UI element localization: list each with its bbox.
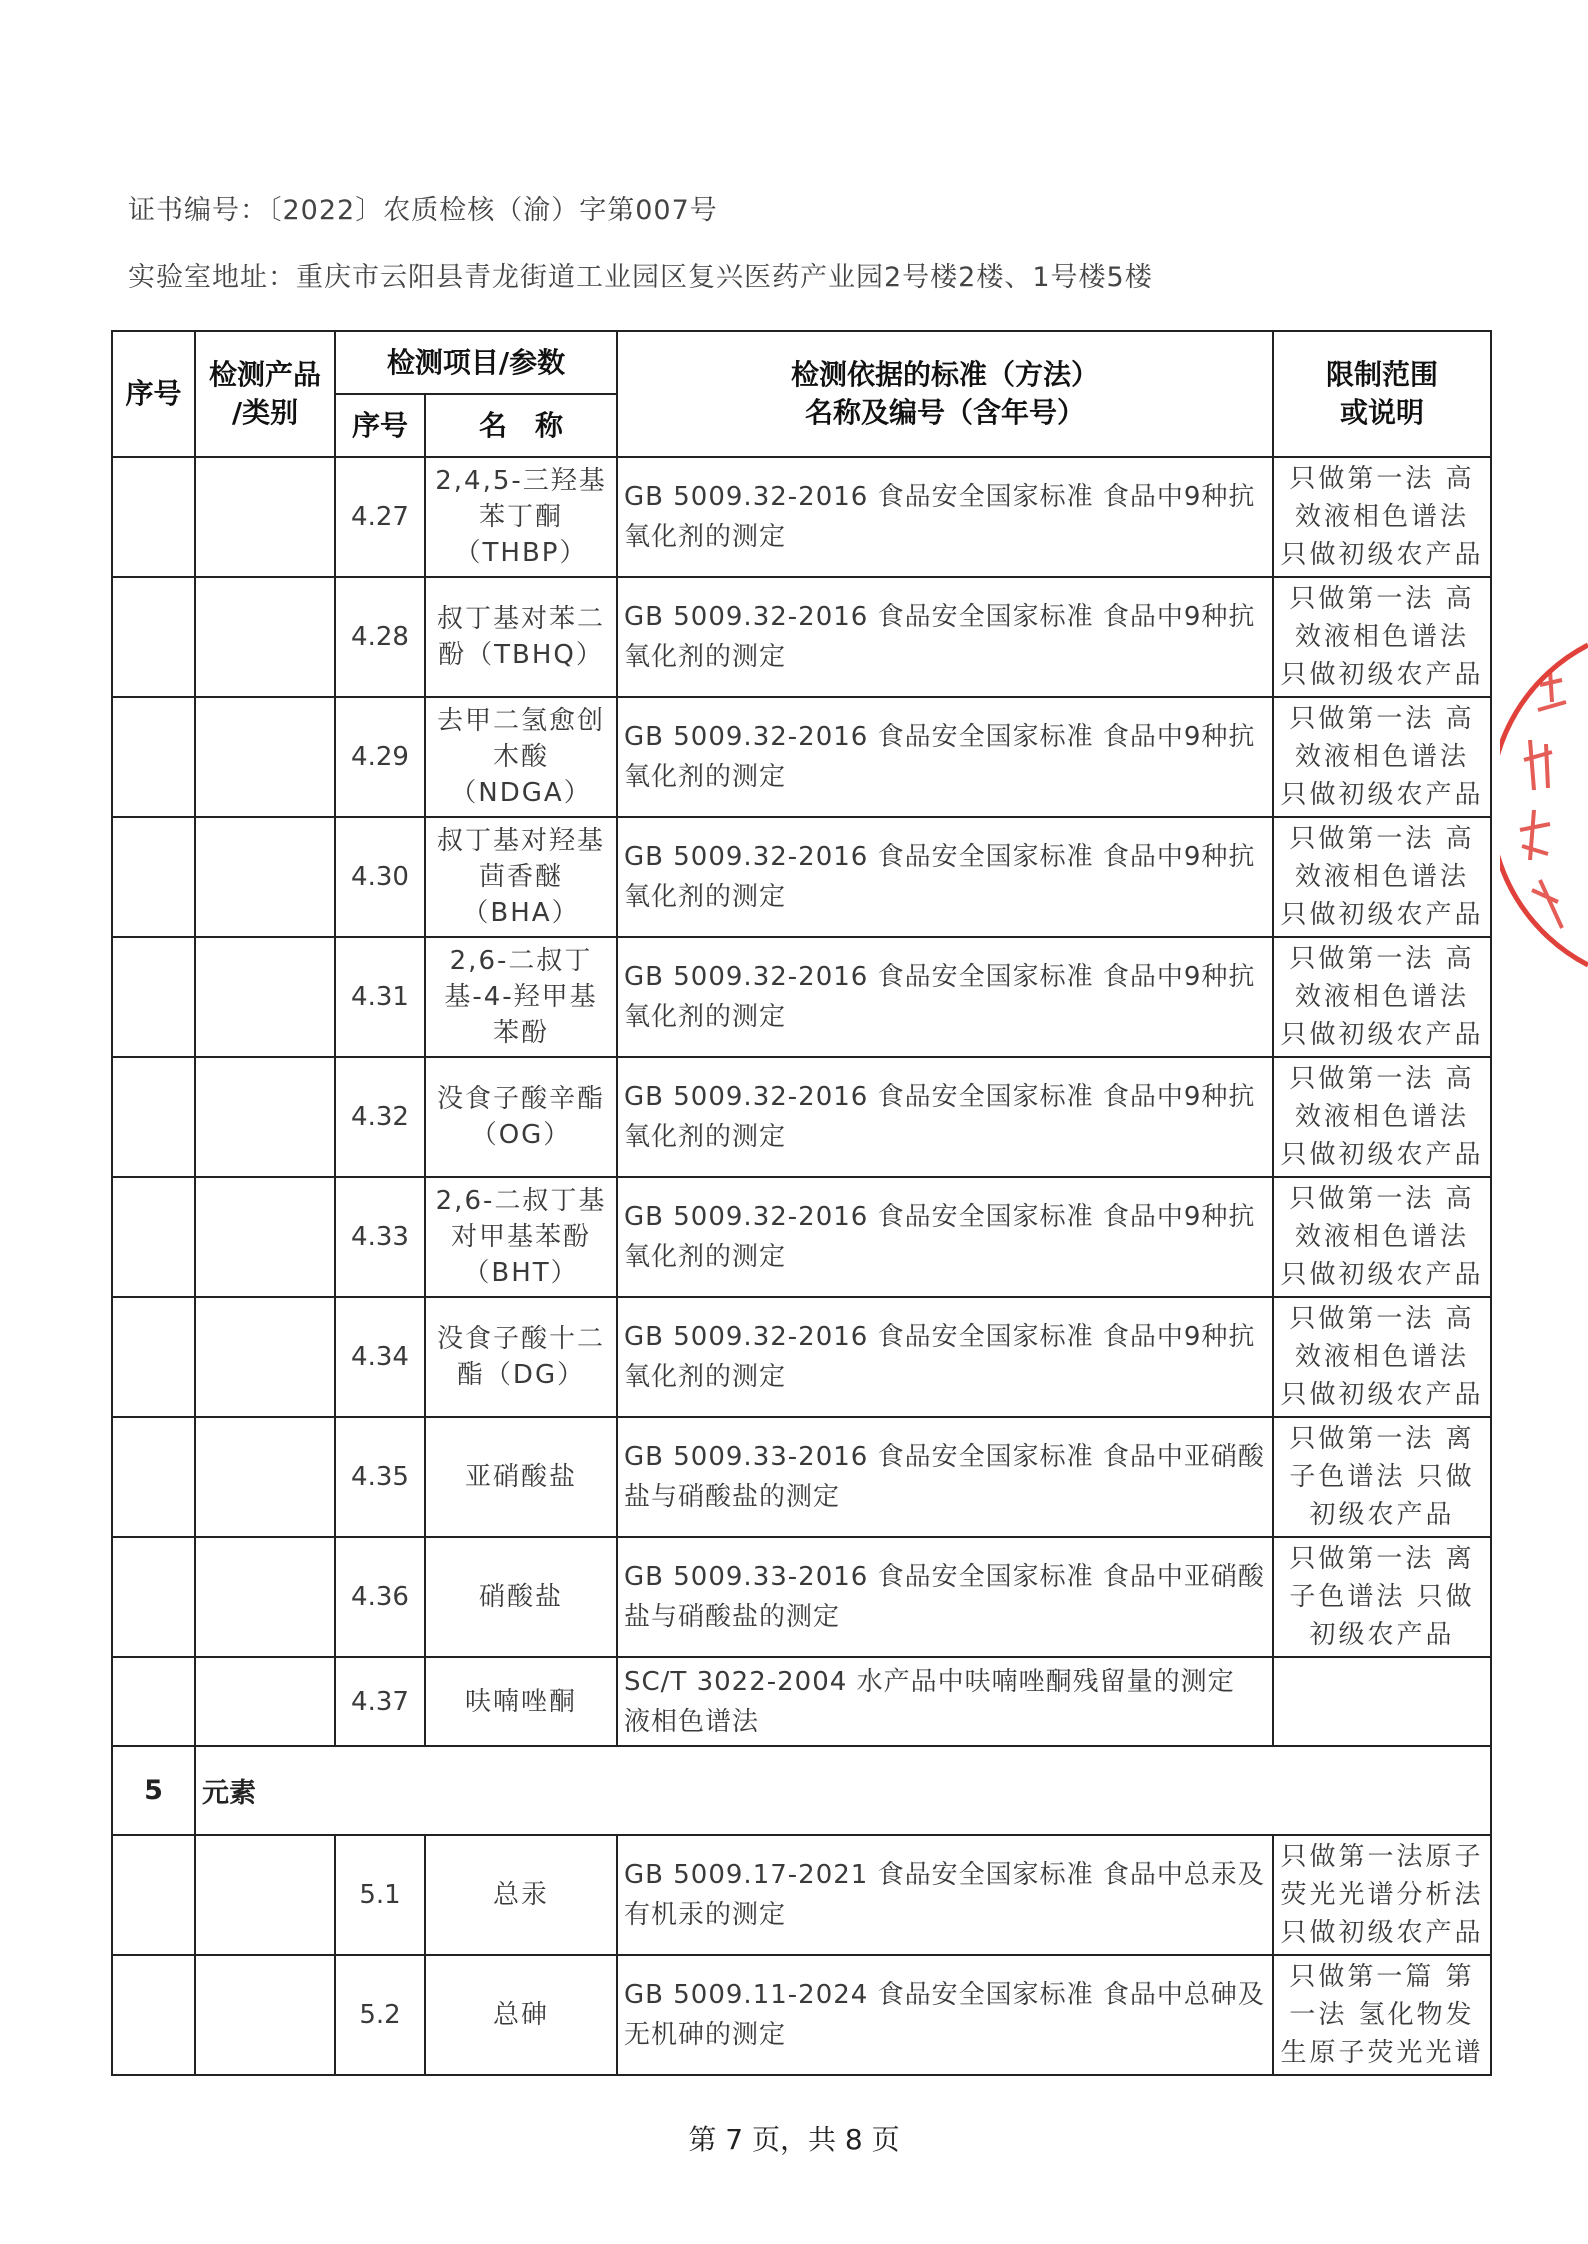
header-product: [195, 331, 335, 457]
header-item-seq: 序号: [335, 394, 425, 457]
item-standard: GB 5009.33-2016 食品安全国家标准 食品中亚硝酸盐与硝酸盐的测定: [617, 1537, 1273, 1657]
row-seq-cell: [112, 1297, 195, 1417]
section-row: [112, 1746, 1491, 1835]
item-seq: 4.29: [335, 697, 425, 817]
item-name: 呋喃唑酮: [425, 1657, 617, 1746]
item-limit: 只做第一法 高效液相色谱法 只做初级农产品: [1273, 697, 1491, 817]
item-limit: 只做第一法 高效液相色谱法 只做初级农产品: [1273, 817, 1491, 937]
item-standard: GB 5009.11-2024 食品安全国家标准 食品中总砷及无机砷的测定: [617, 1955, 1273, 2075]
header-limit-line2: 或说明: [1340, 396, 1425, 429]
row-product-cell: [195, 457, 335, 577]
item-limit: 只做第一法 高效液相色谱法 只做初级农产品: [1273, 1297, 1491, 1417]
row-product-cell: [195, 697, 335, 817]
item-seq: 4.31: [335, 937, 425, 1057]
header-product-line1: 检测产品: [208, 358, 321, 391]
item-name: 去甲二氢愈创木酸（NDGA）: [425, 697, 617, 817]
item-limit: 只做第一法 离子色谱法 只做初级农产品: [1273, 1417, 1491, 1537]
item-limit: [1273, 1657, 1491, 1746]
header-seq: 序号: [112, 331, 195, 457]
row-product-cell: [195, 1297, 335, 1417]
item-seq: 4.33: [335, 1177, 425, 1297]
item-seq: 5.2: [335, 1955, 425, 2075]
item-name: 总砷: [425, 1955, 617, 2075]
item-name: 没食子酸辛酯（OG）: [425, 1057, 617, 1177]
item-standard: GB 5009.32-2016 食品安全国家标准 食品中9种抗氧化剂的测定: [617, 817, 1273, 937]
item-name: 叔丁基对苯二酚（TBHQ）: [425, 577, 617, 697]
header-item-name: 名 称: [425, 394, 617, 457]
item-limit: 只做第一法 离子色谱法 只做初级农产品: [1273, 1537, 1491, 1657]
row-product-cell: [195, 1177, 335, 1297]
official-seal: [1500, 640, 1588, 970]
row-product-cell: [195, 1417, 335, 1537]
table-row: [112, 1297, 1491, 1417]
item-seq: 4.34: [335, 1297, 425, 1417]
item-seq: 4.35: [335, 1417, 425, 1537]
seal-marks: [1520, 670, 1566, 928]
item-seq: 4.28: [335, 577, 425, 697]
row-product-cell: [195, 577, 335, 697]
row-product-cell: [195, 937, 335, 1057]
row-product-cell: [195, 1057, 335, 1177]
item-standard: GB 5009.17-2021 食品安全国家标准 食品中总汞及有机汞的测定: [617, 1835, 1273, 1955]
item-limit: 只做第一法 高效液相色谱法 只做初级农产品: [1273, 577, 1491, 697]
table-row: [112, 577, 1491, 697]
item-standard: GB 5009.33-2016 食品安全国家标准 食品中亚硝酸盐与硝酸盐的测定: [617, 1417, 1273, 1537]
item-name: 硝酸盐: [425, 1537, 617, 1657]
header-standard-line2: 名称及编号（含年号）: [805, 396, 1086, 429]
item-standard: GB 5009.32-2016 食品安全国家标准 食品中9种抗氧化剂的测定: [617, 1177, 1273, 1297]
item-limit: 只做第一法 高效液相色谱法 只做初级农产品: [1273, 937, 1491, 1057]
table-row: [112, 1657, 1491, 1746]
item-limit: 只做第一法 高效液相色谱法 只做初级农产品: [1273, 1057, 1491, 1177]
item-standard: GB 5009.32-2016 食品安全国家标准 食品中9种抗氧化剂的测定: [617, 577, 1273, 697]
section-name: 元素: [195, 1746, 1491, 1835]
item-name: 亚硝酸盐: [425, 1417, 617, 1537]
row-product-cell: [195, 1657, 335, 1746]
row-seq-cell: [112, 1955, 195, 2075]
row-seq-cell: [112, 577, 195, 697]
header-standard: [617, 331, 1273, 457]
header-limit: [1273, 331, 1491, 457]
table-row: [112, 1057, 1491, 1177]
row-seq-cell: [112, 457, 195, 577]
table-body: [112, 457, 1491, 2075]
item-seq: 4.27: [335, 457, 425, 577]
certificate-number: 证书编号：〔2022〕农质检核（渝）字第007号: [128, 195, 718, 226]
table-row: [112, 457, 1491, 577]
table-row: [112, 1417, 1491, 1537]
row-seq-cell: [112, 817, 195, 937]
item-name: 没食子酸十二酯（DG）: [425, 1297, 617, 1417]
table-row: [112, 817, 1491, 937]
item-name: 总汞: [425, 1835, 617, 1955]
item-limit: 只做第一篇 第一法 氢化物发生原子荧光光谱: [1273, 1955, 1491, 2075]
table-row: [112, 1177, 1491, 1297]
item-name: 2,4,5-三羟基苯丁酮（THBP）: [425, 457, 617, 577]
table-row: [112, 1537, 1491, 1657]
header-product-line2: /类别: [231, 396, 299, 429]
row-seq-cell: [112, 1177, 195, 1297]
row-product-cell: [195, 1537, 335, 1657]
item-seq: 5.1: [335, 1835, 425, 1955]
row-seq-cell: [112, 1417, 195, 1537]
row-product-cell: [195, 1955, 335, 2075]
row-seq-cell: [112, 1657, 195, 1746]
item-standard: GB 5009.32-2016 食品安全国家标准 食品中9种抗氧化剂的测定: [617, 937, 1273, 1057]
table-row: [112, 937, 1491, 1057]
row-seq-cell: [112, 1835, 195, 1955]
item-standard: GB 5009.32-2016 食品安全国家标准 食品中9种抗氧化剂的测定: [617, 457, 1273, 577]
item-seq: 4.30: [335, 817, 425, 937]
item-standard: GB 5009.32-2016 食品安全国家标准 食品中9种抗氧化剂的测定: [617, 1057, 1273, 1177]
item-limit: 只做第一法原子荧光光谱分析法 只做初级农产品: [1273, 1835, 1491, 1955]
header-limit-line1: 限制范围: [1326, 358, 1439, 391]
item-limit: 只做第一法 高效液相色谱法 只做初级农产品: [1273, 1177, 1491, 1297]
header-standard-line1: 检测依据的标准（方法）: [791, 358, 1100, 391]
table-row: [112, 1955, 1491, 2075]
row-product-cell: [195, 1835, 335, 1955]
table-row: [112, 1835, 1491, 1955]
row-product-cell: [195, 817, 335, 937]
row-seq-cell: [112, 1537, 195, 1657]
item-name: 2,6-二叔丁基-4-羟甲基苯酚: [425, 937, 617, 1057]
testing-scope-table: [111, 330, 1492, 2076]
item-standard: GB 5009.32-2016 食品安全国家标准 食品中9种抗氧化剂的测定: [617, 697, 1273, 817]
lab-address: 实验室地址：重庆市云阳县青龙街道工业园区复兴医药产业园2号楼2楼、1号楼5楼: [128, 262, 1153, 293]
item-limit: 只做第一法 高效液相色谱法 只做初级农产品: [1273, 457, 1491, 577]
item-seq: 4.37: [335, 1657, 425, 1746]
item-name: 叔丁基对羟基茴香醚（BHA）: [425, 817, 617, 937]
item-standard: GB 5009.32-2016 食品安全国家标准 食品中9种抗氧化剂的测定: [617, 1297, 1273, 1417]
page-footer: 第 7 页，共 8 页: [688, 2123, 900, 2156]
item-standard: SC/T 3022-2004 水产品中呋喃唑酮残留量的测定 液相色谱法: [617, 1657, 1273, 1746]
section-seq: 5: [112, 1746, 195, 1835]
item-seq: 4.32: [335, 1057, 425, 1177]
item-seq: 4.36: [335, 1537, 425, 1657]
header-item-group: 检测项目/参数: [335, 331, 617, 394]
seal-arc: [1500, 645, 1588, 965]
row-seq-cell: [112, 937, 195, 1057]
row-seq-cell: [112, 1057, 195, 1177]
row-seq-cell: [112, 697, 195, 817]
table-row: [112, 697, 1491, 817]
item-name: 2,6-二叔丁基对甲基苯酚（BHT）: [425, 1177, 617, 1297]
